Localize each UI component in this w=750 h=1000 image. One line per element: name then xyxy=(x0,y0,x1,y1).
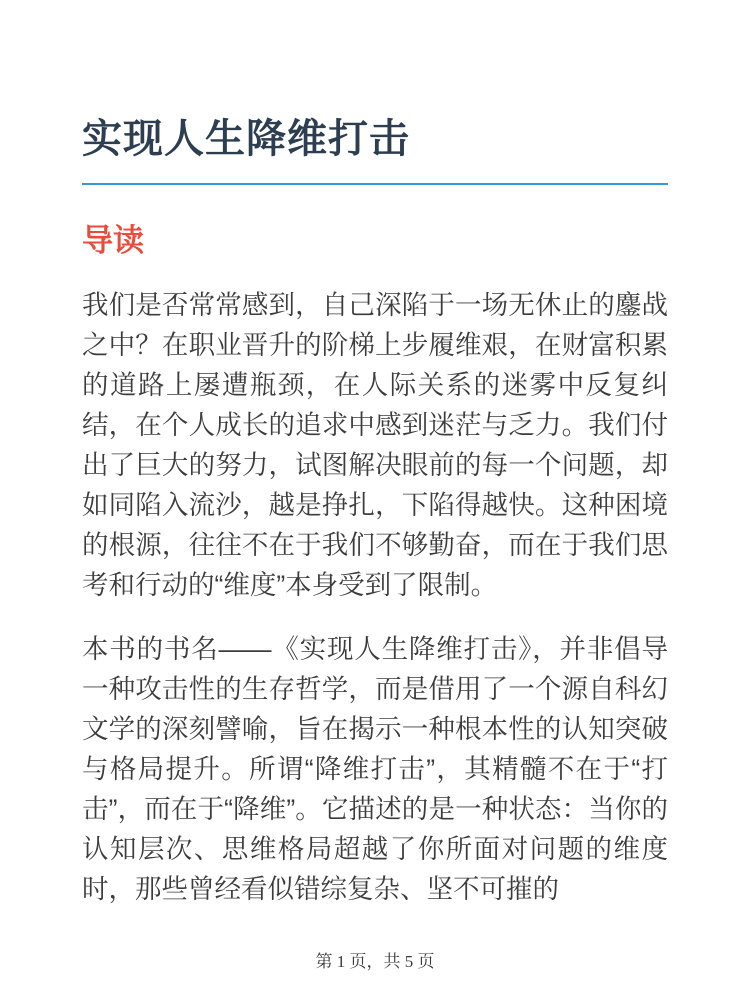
page-title: 实现人生降维打击 xyxy=(82,117,410,161)
section-heading-daodu: 导读 xyxy=(82,223,144,258)
paragraph-1: 我们是否常常感到，自己深陷于一场无休止的鏖战之中？在职业晋升的阶梯上步履维艰，在财富积累的道路上屡遭瓶颈，在人际关系的迷雾中反复纠结，在个人成长的追求中感到迷茫与乏力。我们付出了巨大的努力，试图解决眼前的每一个问题，却如同陷入流沙，越是挣扎，下陷得越快。这种困境的根源，往往不在于我们不够勤奋，而在于我们思考和行动的“维度”本身受到了限制。 xyxy=(82,289,668,600)
page-number-footer: 第 1 页，共 5 页 xyxy=(315,952,435,971)
paragraph-2: 本书的书名——《实现人生降维打击》，并非倡导一种攻击性的生存哲学，而是借用了一个源自科幻文学的深刻譬喻，旨在揭示一种根本性的认知突破与格局提升。所谓“降维打击”，其精髓不在于“打击”，而在于“降维”。它描述的是一种状态：当你的认知层次、思维格局超越了你所面对问题的维度时，那些曾经看似错综复杂、坚不可摧的 xyxy=(82,633,668,904)
document-content xyxy=(0,114,750,909)
title-divider xyxy=(82,183,668,185)
